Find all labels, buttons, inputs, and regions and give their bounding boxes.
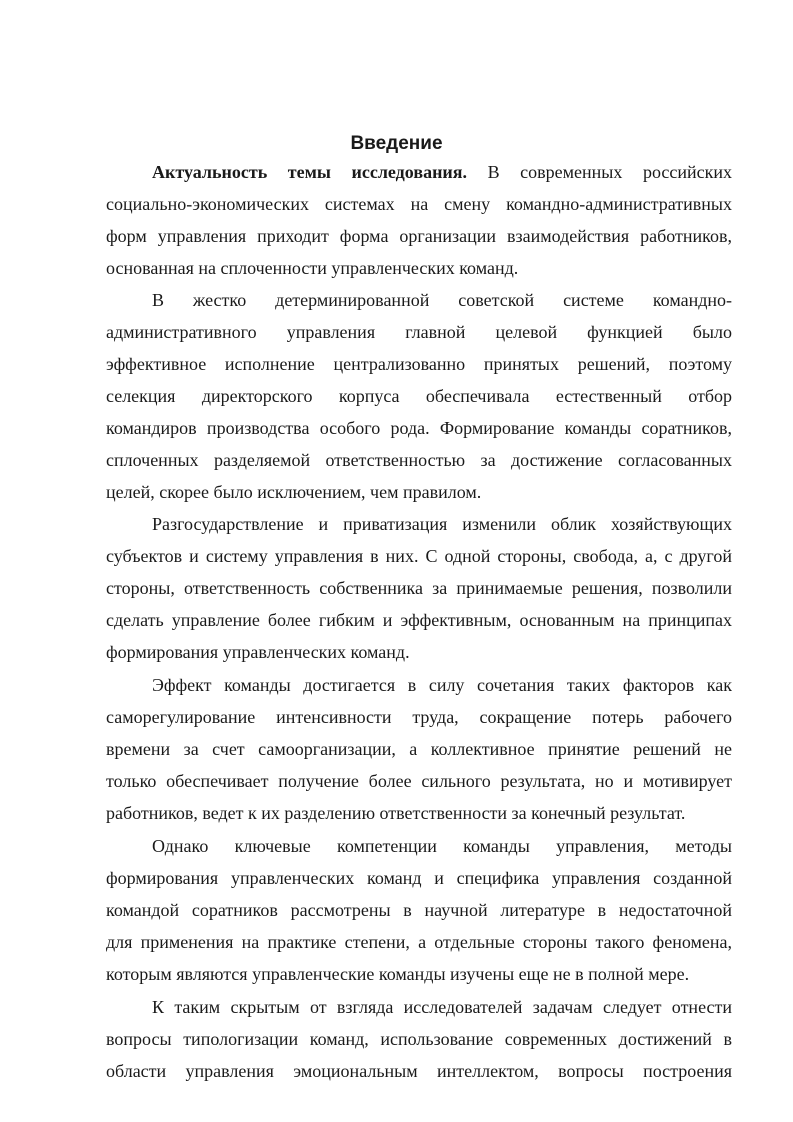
text-line: для применения на практике степени, а отдельные стороны такого феномена,	[106, 932, 732, 952]
text-line: формирования управленческих команд и специфика управления созданной	[106, 868, 732, 888]
text-line: саморегулирование интенсивности труда, сокращение потерь рабочего	[106, 707, 732, 727]
text-line: области управления эмоциональным интеллектом, вопросы построения	[106, 1061, 732, 1081]
text-line: В жестко детерминированной советской системе командно-	[152, 290, 732, 310]
text-line: сделать управление более гибким и эффективным, основанным на принципах	[106, 610, 732, 630]
text-line: целей, скорее было исключением, чем правилом.	[106, 482, 482, 502]
page-title: Введение	[350, 133, 443, 154]
lead-text: В современных российских	[487, 162, 732, 182]
text-line: работников, ведет к их разделению ответственности за конечный результат.	[106, 803, 686, 823]
text-line: формирования управленческих команд.	[106, 642, 410, 662]
text-line: командиров производства особого рода. Формирование команды соратников,	[106, 418, 732, 438]
text-line: Разгосударствление и приватизация изменили облик хозяйствующих	[152, 514, 732, 534]
text-line: основанная на сплоченности управленческих команд.	[106, 258, 519, 278]
text-line: социально-экономических системах на смену командно-административных	[106, 194, 732, 214]
text-line: времени за счет самоорганизации, а коллективное принятие решений не	[106, 739, 732, 759]
text-line: эффективное исполнение централизованно принятых решений, поэтому	[106, 354, 732, 374]
text-line: Однако ключевые компетенции команды управления, методы	[152, 836, 732, 856]
text-line: командой соратников рассмотрены в научной литературе в недостаточной	[106, 900, 732, 920]
text-line: только обеспечивает получение более сильного результата, но и мотивирует	[106, 771, 732, 791]
lead-heading: Актуальность темы исследования.	[152, 162, 468, 182]
text-line: сплоченных разделяемой ответственностью за достижение согласованных	[106, 450, 732, 470]
text-line: вопросы типологизации команд, использование современных достижений в	[106, 1029, 732, 1049]
text-line: стороны, ответственность собственника за принимаемые решения, позволили	[106, 578, 732, 598]
text-line: Эффект команды достигается в силу сочетания таких факторов как	[152, 675, 732, 695]
text-line: селекция директорского корпуса обеспечивала естественный отбор	[106, 386, 732, 406]
text-line: форм управления приходит форма организации взаимодействия работников,	[106, 226, 732, 246]
text-line: которым являются управленческие команды изучены еще не в полной мере.	[106, 964, 690, 984]
text-line: субъектов и систему управления в них. С одной стороны, свобода, а, с другой	[106, 546, 732, 566]
text-line: административного управления главной целевой функцией было	[106, 322, 732, 342]
paragraph-lead-line	[152, 160, 732, 184]
text-line: К таким скрытым от взгляда исследователей задачам следует отнести	[152, 997, 732, 1017]
